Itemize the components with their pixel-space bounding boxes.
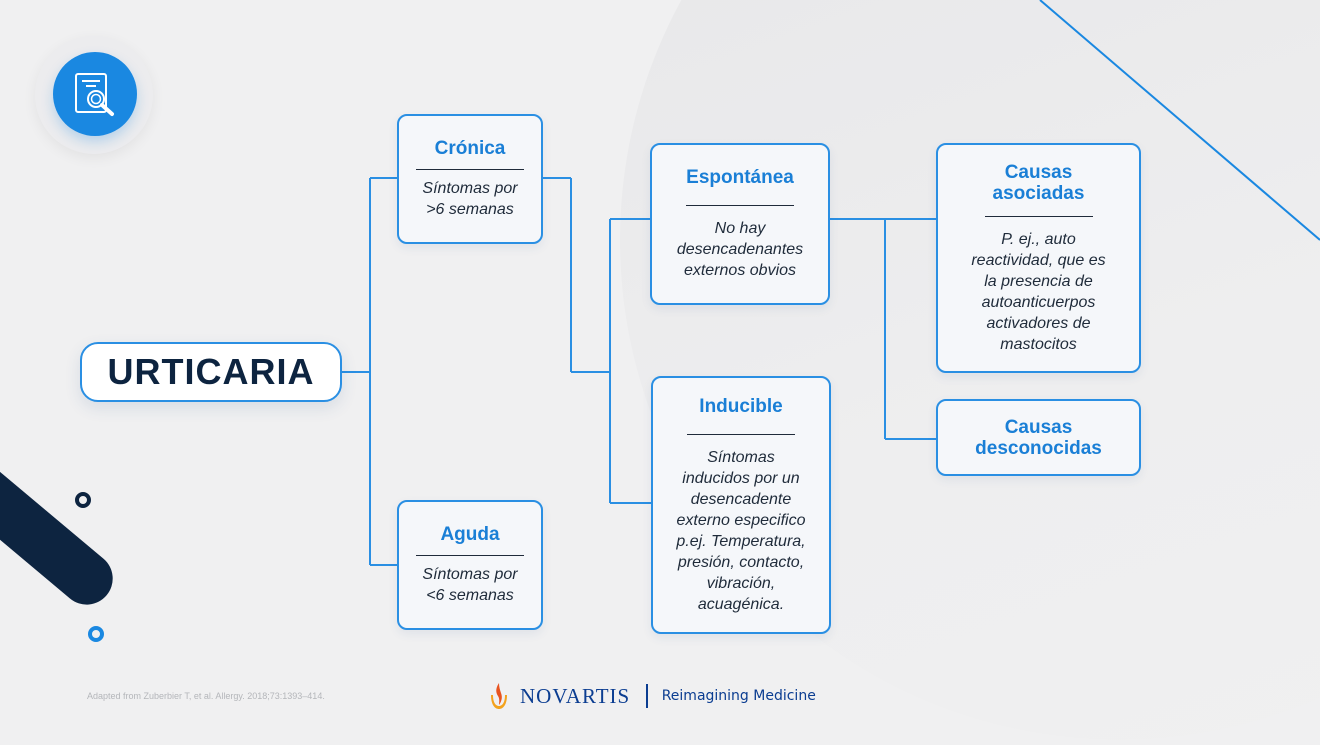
inducible-desc-line: externo especifico bbox=[676, 511, 806, 529]
causas-asociadas-desc-line: la presencia de bbox=[984, 272, 1093, 290]
causas-asociadas-title-line: Causas bbox=[1004, 161, 1073, 183]
causas-asociadas-desc-line: activadores de bbox=[986, 314, 1091, 332]
inducible-desc-line: presión, contacto, bbox=[677, 553, 805, 571]
inducible-desc-line: p.ej. Temperatura, bbox=[676, 532, 806, 550]
aguda-title: Aguda bbox=[440, 524, 500, 545]
divider bbox=[686, 205, 794, 206]
espontanea-desc-line: desencadenantes bbox=[676, 241, 804, 258]
causas-asociadas-desc-line: autoanticuerpos bbox=[981, 293, 1096, 311]
causas-asociadas-title-line: asociadas bbox=[992, 182, 1085, 204]
divider bbox=[416, 555, 524, 556]
causas-desconocidas-node bbox=[936, 399, 1141, 476]
espontanea-desc-line: No hay bbox=[714, 220, 766, 237]
inducible-title: Inducible bbox=[699, 395, 783, 417]
causas-asociadas-desc-line: mastocitos bbox=[1000, 335, 1077, 353]
brand-name: NOVARTIS bbox=[520, 683, 631, 708]
inducible-node bbox=[651, 376, 831, 634]
causas-asociadas-node bbox=[936, 143, 1141, 373]
reference-footnote: Adapted from Zuberbier T, et al. Allergy. 2018;73:1393–414. bbox=[87, 691, 325, 701]
aguda-desc-line: <6 semanas bbox=[426, 587, 514, 604]
cronica-title: Crónica bbox=[434, 138, 506, 159]
inducible-desc-line: Síntomas bbox=[707, 448, 775, 466]
espontanea-desc-line: externos obvios bbox=[683, 262, 797, 279]
cronica-desc-line: Síntomas por bbox=[422, 180, 518, 197]
logo-separator bbox=[646, 684, 648, 708]
novartis-logo bbox=[486, 680, 816, 712]
cronica-desc-line: >6 semanas bbox=[426, 201, 514, 218]
aguda-node bbox=[397, 500, 543, 630]
urticaria-root-node bbox=[80, 342, 342, 402]
espontanea-node bbox=[650, 143, 830, 305]
causas-desconocidas-title-line: desconocidas bbox=[975, 437, 1102, 459]
aguda-desc-line: Síntomas por bbox=[422, 566, 518, 583]
root-label: URTICARIA bbox=[107, 351, 315, 392]
divider bbox=[687, 434, 795, 435]
causas-asociadas-desc-line: reactividad, que es bbox=[971, 251, 1106, 269]
inducible-desc-line: acuagénica. bbox=[697, 595, 785, 613]
causas-desconocidas-title-line: Causas bbox=[1004, 416, 1073, 438]
divider bbox=[416, 169, 524, 170]
inducible-desc-line: inducidos por un bbox=[682, 469, 800, 487]
inducible-desc-line: vibración, bbox=[706, 574, 776, 592]
divider bbox=[985, 216, 1093, 217]
novartis-flame-icon bbox=[486, 681, 512, 711]
espontanea-title: Espontánea bbox=[686, 167, 794, 188]
cronica-node bbox=[397, 114, 543, 244]
causas-asociadas-desc-line: P. ej., auto bbox=[1001, 230, 1076, 248]
brand-tagline: Reimagining Medicine bbox=[661, 688, 816, 704]
inducible-desc-line: desencadente bbox=[690, 490, 792, 508]
